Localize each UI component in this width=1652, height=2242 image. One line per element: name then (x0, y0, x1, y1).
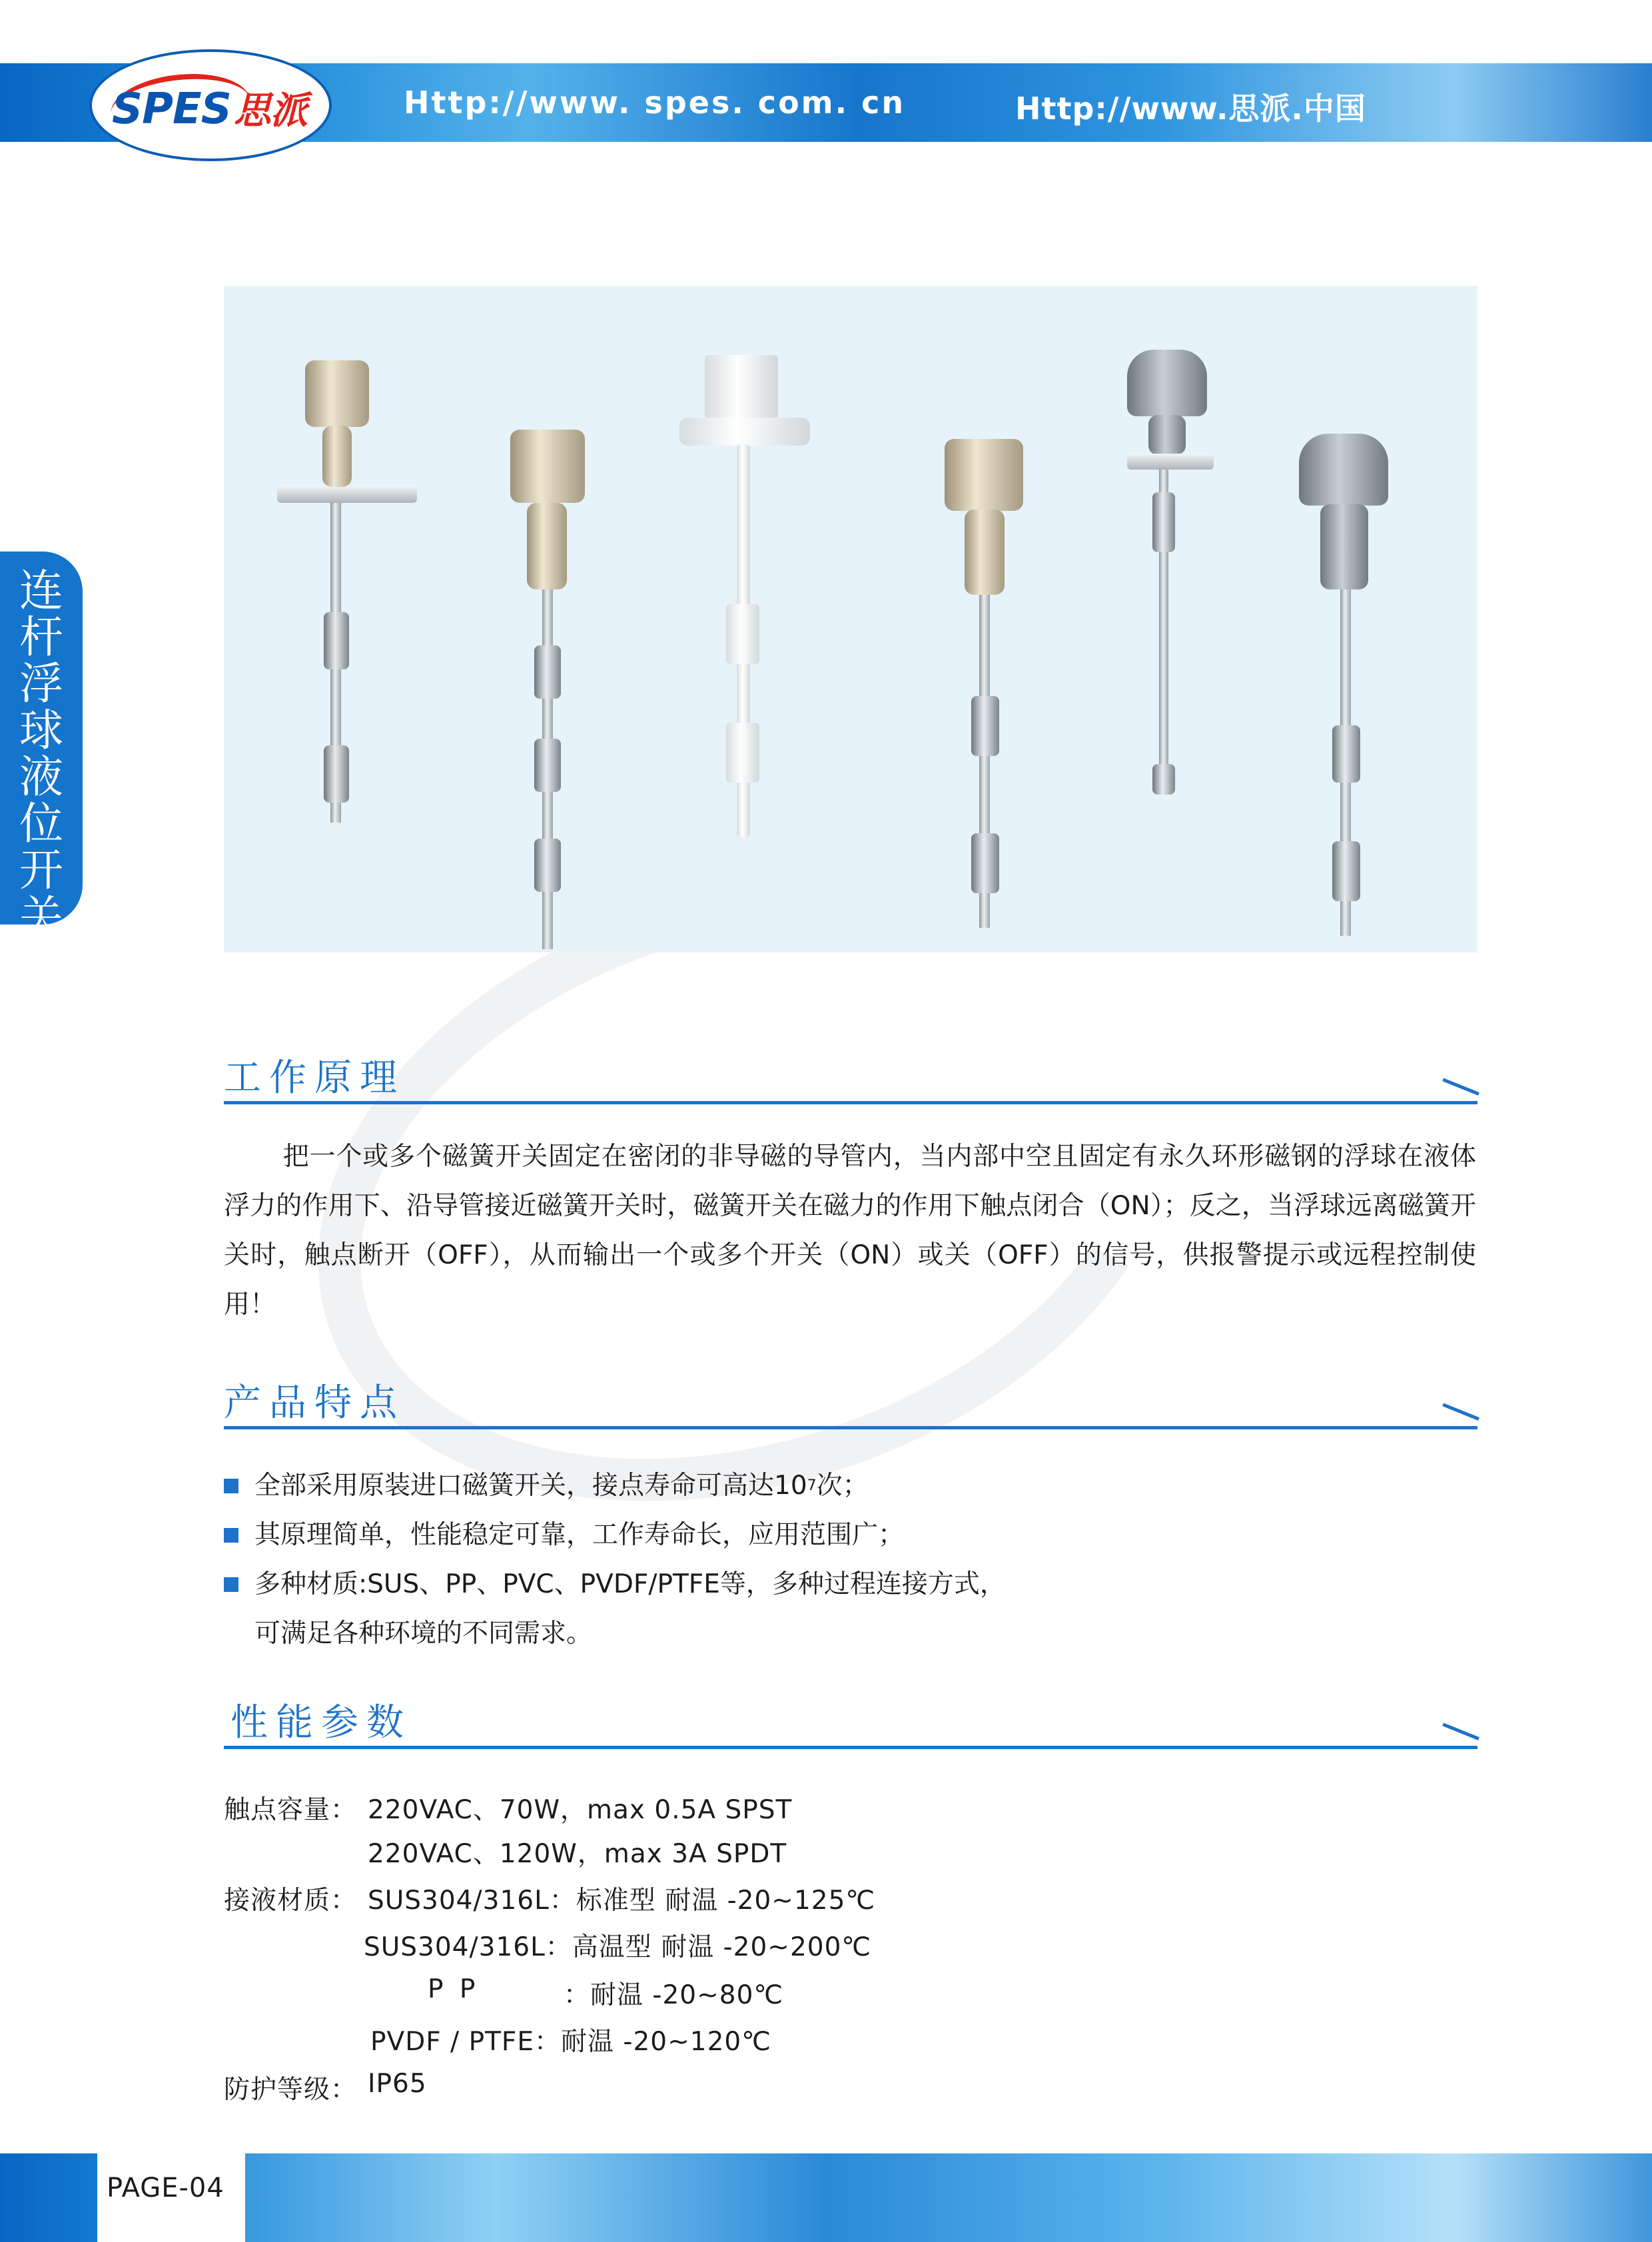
section-title-features: 产品特点 (224, 1381, 405, 1425)
section-title-specs: 性能参数 (230, 1701, 412, 1744)
spec-material-1: SUS304/316L：标准型 耐温 -20~125℃ (368, 1886, 876, 1916)
section-title-principle: 工作原理 (224, 1056, 405, 1100)
feature-item-2: 其原理简单，性能稳定可靠，工作寿命长，应用范围广； (224, 1511, 1006, 1560)
feature-item-3-continued: 可满足各种环境的不同需求。 (254, 1619, 593, 1649)
section-divider-features (224, 1426, 1477, 1429)
section-divider-principle (224, 1101, 1477, 1104)
spec-material-2: SUS304/316L：高温型 耐温 -20~200℃ (364, 1932, 872, 1962)
logo-latin: SPES (112, 85, 231, 134)
principle-paragraph (224, 1132, 1476, 1329)
product-photo (224, 286, 1477, 952)
section-hook-features (1442, 1403, 1479, 1420)
spec-protection-value: IP65 (368, 2069, 427, 2099)
section-hook-principle (1442, 1078, 1479, 1095)
website-url-primary[interactable]: Http://www. spes. com. cn (404, 85, 906, 121)
bullet-square-icon (224, 1528, 238, 1543)
spec-material-label: 接液材质： (224, 1886, 358, 1916)
category-title: 连杆浮球液位开关 (19, 565, 63, 942)
logo-chinese: 思派 (233, 89, 307, 133)
logo-text (112, 81, 307, 135)
spec-protection-label: 防护等级： (224, 2075, 358, 2105)
footer-bar (0, 2153, 1652, 2242)
features-list (224, 1461, 1006, 1659)
feature-item-1: 全部采用原装进口磁簧开关，接点寿命可高达10 7 次； (224, 1461, 1006, 1511)
spec-material-4: PVDF / PTFE：耐温 -20~120℃ (370, 2027, 772, 2057)
spec-contact-value-2: 220VAC、120W，max 3A SPDT (368, 1839, 787, 1869)
principle-text: 把一个或多个磁簧开关固定在密闭的非导磁的导管内，当内部中空且固定有永久环形磁钢的浮球在液体浮力的作用下、沿导管接近磁簧开关时，磁簧开关在磁力的作用下触点闭合（ON）；反之，当浮球远离磁簧开关时，触点断开（OFF），从而输出一个或多个开关（ON）或关（OFF）的信号，供报警提示或远程控制使用！ (224, 1142, 1476, 1319)
website-url-chinese[interactable]: Http://www.思派.中国 (1015, 91, 1366, 127)
bullet-square-icon (224, 1577, 238, 1592)
bullet-square-icon (224, 1479, 238, 1493)
section-hook-specs (1442, 1722, 1479, 1740)
section-divider-specs (224, 1746, 1477, 1749)
spec-material-3-name: P P (428, 1974, 480, 2004)
spec-material-3: ：耐温 -20~80℃ (564, 1980, 784, 2010)
page-number: PAGE-04 (107, 2173, 224, 2203)
spec-contact-value-1: 220VAC、70W，max 0.5A SPST (368, 1795, 793, 1825)
spec-contact-label: 触点容量： (224, 1795, 358, 1825)
feature-item-3: 多种材质:SUS、PP、PVC、PVDF/PTFE等，多种过程连接方式， (224, 1560, 1006, 1609)
